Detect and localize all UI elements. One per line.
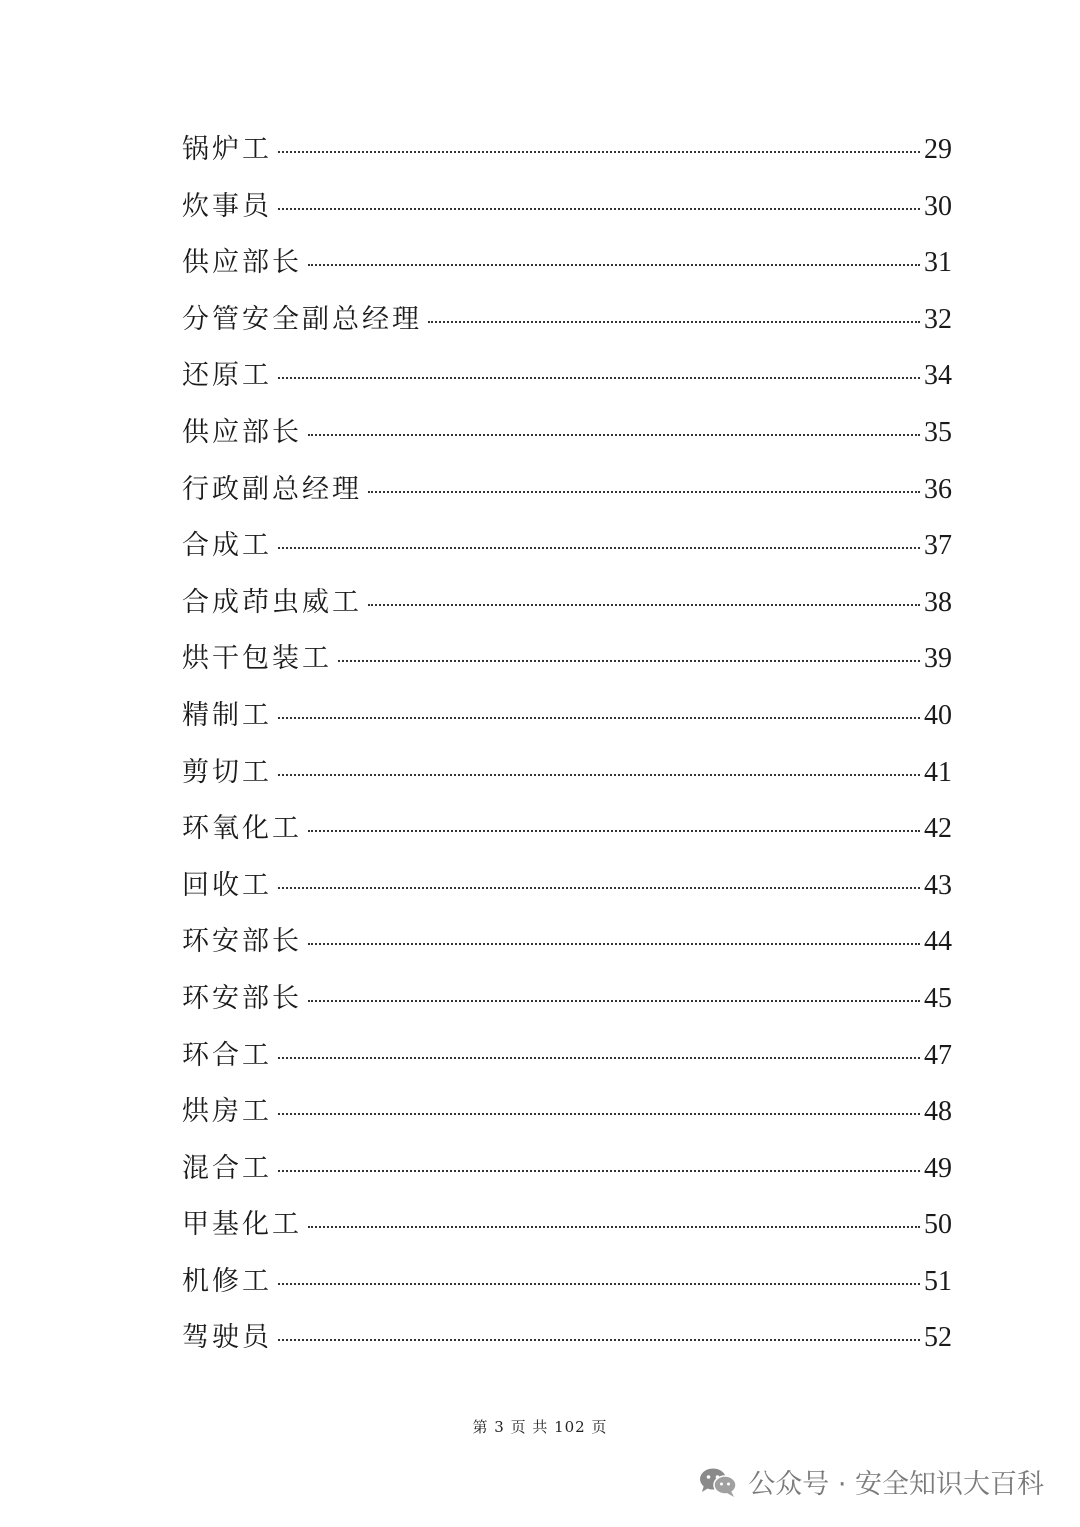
toc-entry[interactable] <box>182 971 952 1028</box>
toc-entry[interactable] <box>182 518 952 575</box>
table-of-contents <box>182 122 952 1367</box>
toc-entry-title: 回收工 <box>182 869 272 901</box>
toc-entry-title: 供应部长 <box>182 416 302 448</box>
toc-entry-page: 38 <box>924 586 952 618</box>
toc-entry-title: 炊事员 <box>182 190 272 222</box>
toc-dot-leader <box>308 1226 920 1228</box>
toc-entry-page: 31 <box>924 247 952 279</box>
toc-entry[interactable] <box>182 631 952 688</box>
toc-entry-page: 50 <box>924 1209 952 1241</box>
toc-dot-leader <box>368 604 920 606</box>
toc-entry-title: 合成工 <box>182 530 272 562</box>
toc-dot-leader <box>278 1283 920 1285</box>
toc-entry-title: 行政副总经理 <box>182 473 362 505</box>
toc-entry-page: 42 <box>924 813 952 845</box>
toc-entry-page: 43 <box>924 869 952 901</box>
toc-dot-leader <box>278 547 920 549</box>
toc-dot-leader <box>308 1000 920 1002</box>
toc-entry[interactable] <box>182 235 952 292</box>
toc-entry-title: 环安部长 <box>182 926 302 958</box>
toc-entry[interactable] <box>182 1084 952 1141</box>
toc-dot-leader <box>278 1170 920 1172</box>
toc-dot-leader <box>308 434 920 436</box>
toc-dot-leader <box>428 321 920 323</box>
toc-entry[interactable] <box>182 292 952 349</box>
toc-entry-title: 精制工 <box>182 699 272 731</box>
toc-entry-page: 35 <box>924 416 952 448</box>
toc-entry-title: 锅炉工 <box>182 134 272 165</box>
toc-entry[interactable] <box>182 122 952 179</box>
toc-entry[interactable] <box>182 688 952 745</box>
toc-entry-title: 机修工 <box>182 1265 272 1297</box>
toc-entry-page: 51 <box>924 1265 952 1297</box>
toc-dot-leader <box>278 1339 920 1341</box>
toc-entry[interactable] <box>182 914 952 971</box>
toc-dot-leader <box>368 491 920 493</box>
toc-entry[interactable] <box>182 462 952 519</box>
toc-dot-leader <box>278 774 920 776</box>
toc-entry[interactable] <box>182 745 952 802</box>
toc-entry-page: 32 <box>924 303 952 335</box>
toc-entry-title: 混合工 <box>182 1152 272 1184</box>
toc-entry[interactable] <box>182 575 952 632</box>
toc-entry-page: 39 <box>924 643 952 675</box>
toc-dot-leader <box>338 660 920 662</box>
toc-entry[interactable] <box>182 1310 952 1367</box>
toc-entry-title: 烘房工 <box>182 1096 272 1128</box>
toc-dot-leader <box>278 208 920 210</box>
toc-dot-leader <box>308 264 920 266</box>
page-number-footer: 第 3 页 共 102 页 <box>472 1418 608 1436</box>
wechat-watermark <box>698 1462 1044 1501</box>
toc-dot-leader <box>308 830 920 832</box>
toc-entry[interactable] <box>182 348 952 405</box>
toc-entry[interactable] <box>182 1254 952 1311</box>
toc-entry-page: 52 <box>924 1322 952 1354</box>
toc-entry[interactable] <box>182 801 952 858</box>
toc-entry-page: 47 <box>924 1039 952 1071</box>
toc-dot-leader <box>308 943 920 945</box>
toc-entry-title: 环氧化工 <box>182 813 302 845</box>
toc-entry-page: 30 <box>924 190 952 222</box>
toc-entry-title: 合成茚虫威工 <box>182 586 362 618</box>
toc-entry-page: 34 <box>924 360 952 392</box>
toc-entry[interactable] <box>182 1197 952 1254</box>
toc-dot-leader <box>278 151 920 153</box>
toc-entry-page: 48 <box>924 1096 952 1128</box>
toc-entry-title: 环安部长 <box>182 982 302 1014</box>
toc-dot-leader <box>278 377 920 379</box>
toc-entry[interactable] <box>182 858 952 915</box>
toc-dot-leader <box>278 1113 920 1115</box>
toc-entry-page: 36 <box>924 473 952 505</box>
toc-entry[interactable] <box>182 405 952 462</box>
toc-entry-title: 分管安全副总经理 <box>182 303 422 335</box>
toc-entry-page: 45 <box>924 982 952 1014</box>
wechat-icon <box>698 1466 738 1498</box>
toc-dot-leader <box>278 717 920 719</box>
toc-entry-title: 驾驶员 <box>182 1322 272 1354</box>
toc-entry[interactable] <box>182 179 952 236</box>
toc-entry-page: 29 <box>924 134 952 165</box>
toc-entry-page: 40 <box>924 699 952 731</box>
toc-entry-title: 还原工 <box>182 360 272 392</box>
watermark-text: 公众号 · 安全知识大百科 <box>748 1469 1044 1500</box>
toc-dot-leader <box>278 887 920 889</box>
toc-entry-title: 烘干包装工 <box>182 643 332 675</box>
toc-entry-page: 49 <box>924 1152 952 1184</box>
toc-entry-title: 剪切工 <box>182 756 272 788</box>
toc-entry-title: 供应部长 <box>182 247 302 279</box>
toc-entry-title: 甲基化工 <box>182 1209 302 1241</box>
toc-dot-leader <box>278 1057 920 1059</box>
toc-entry-page: 44 <box>924 926 952 958</box>
toc-entry[interactable] <box>182 1028 952 1085</box>
toc-entry-page: 41 <box>924 756 952 788</box>
toc-entry-title: 环合工 <box>182 1039 272 1071</box>
toc-entry[interactable] <box>182 1141 952 1198</box>
toc-entry-page: 37 <box>924 530 952 562</box>
